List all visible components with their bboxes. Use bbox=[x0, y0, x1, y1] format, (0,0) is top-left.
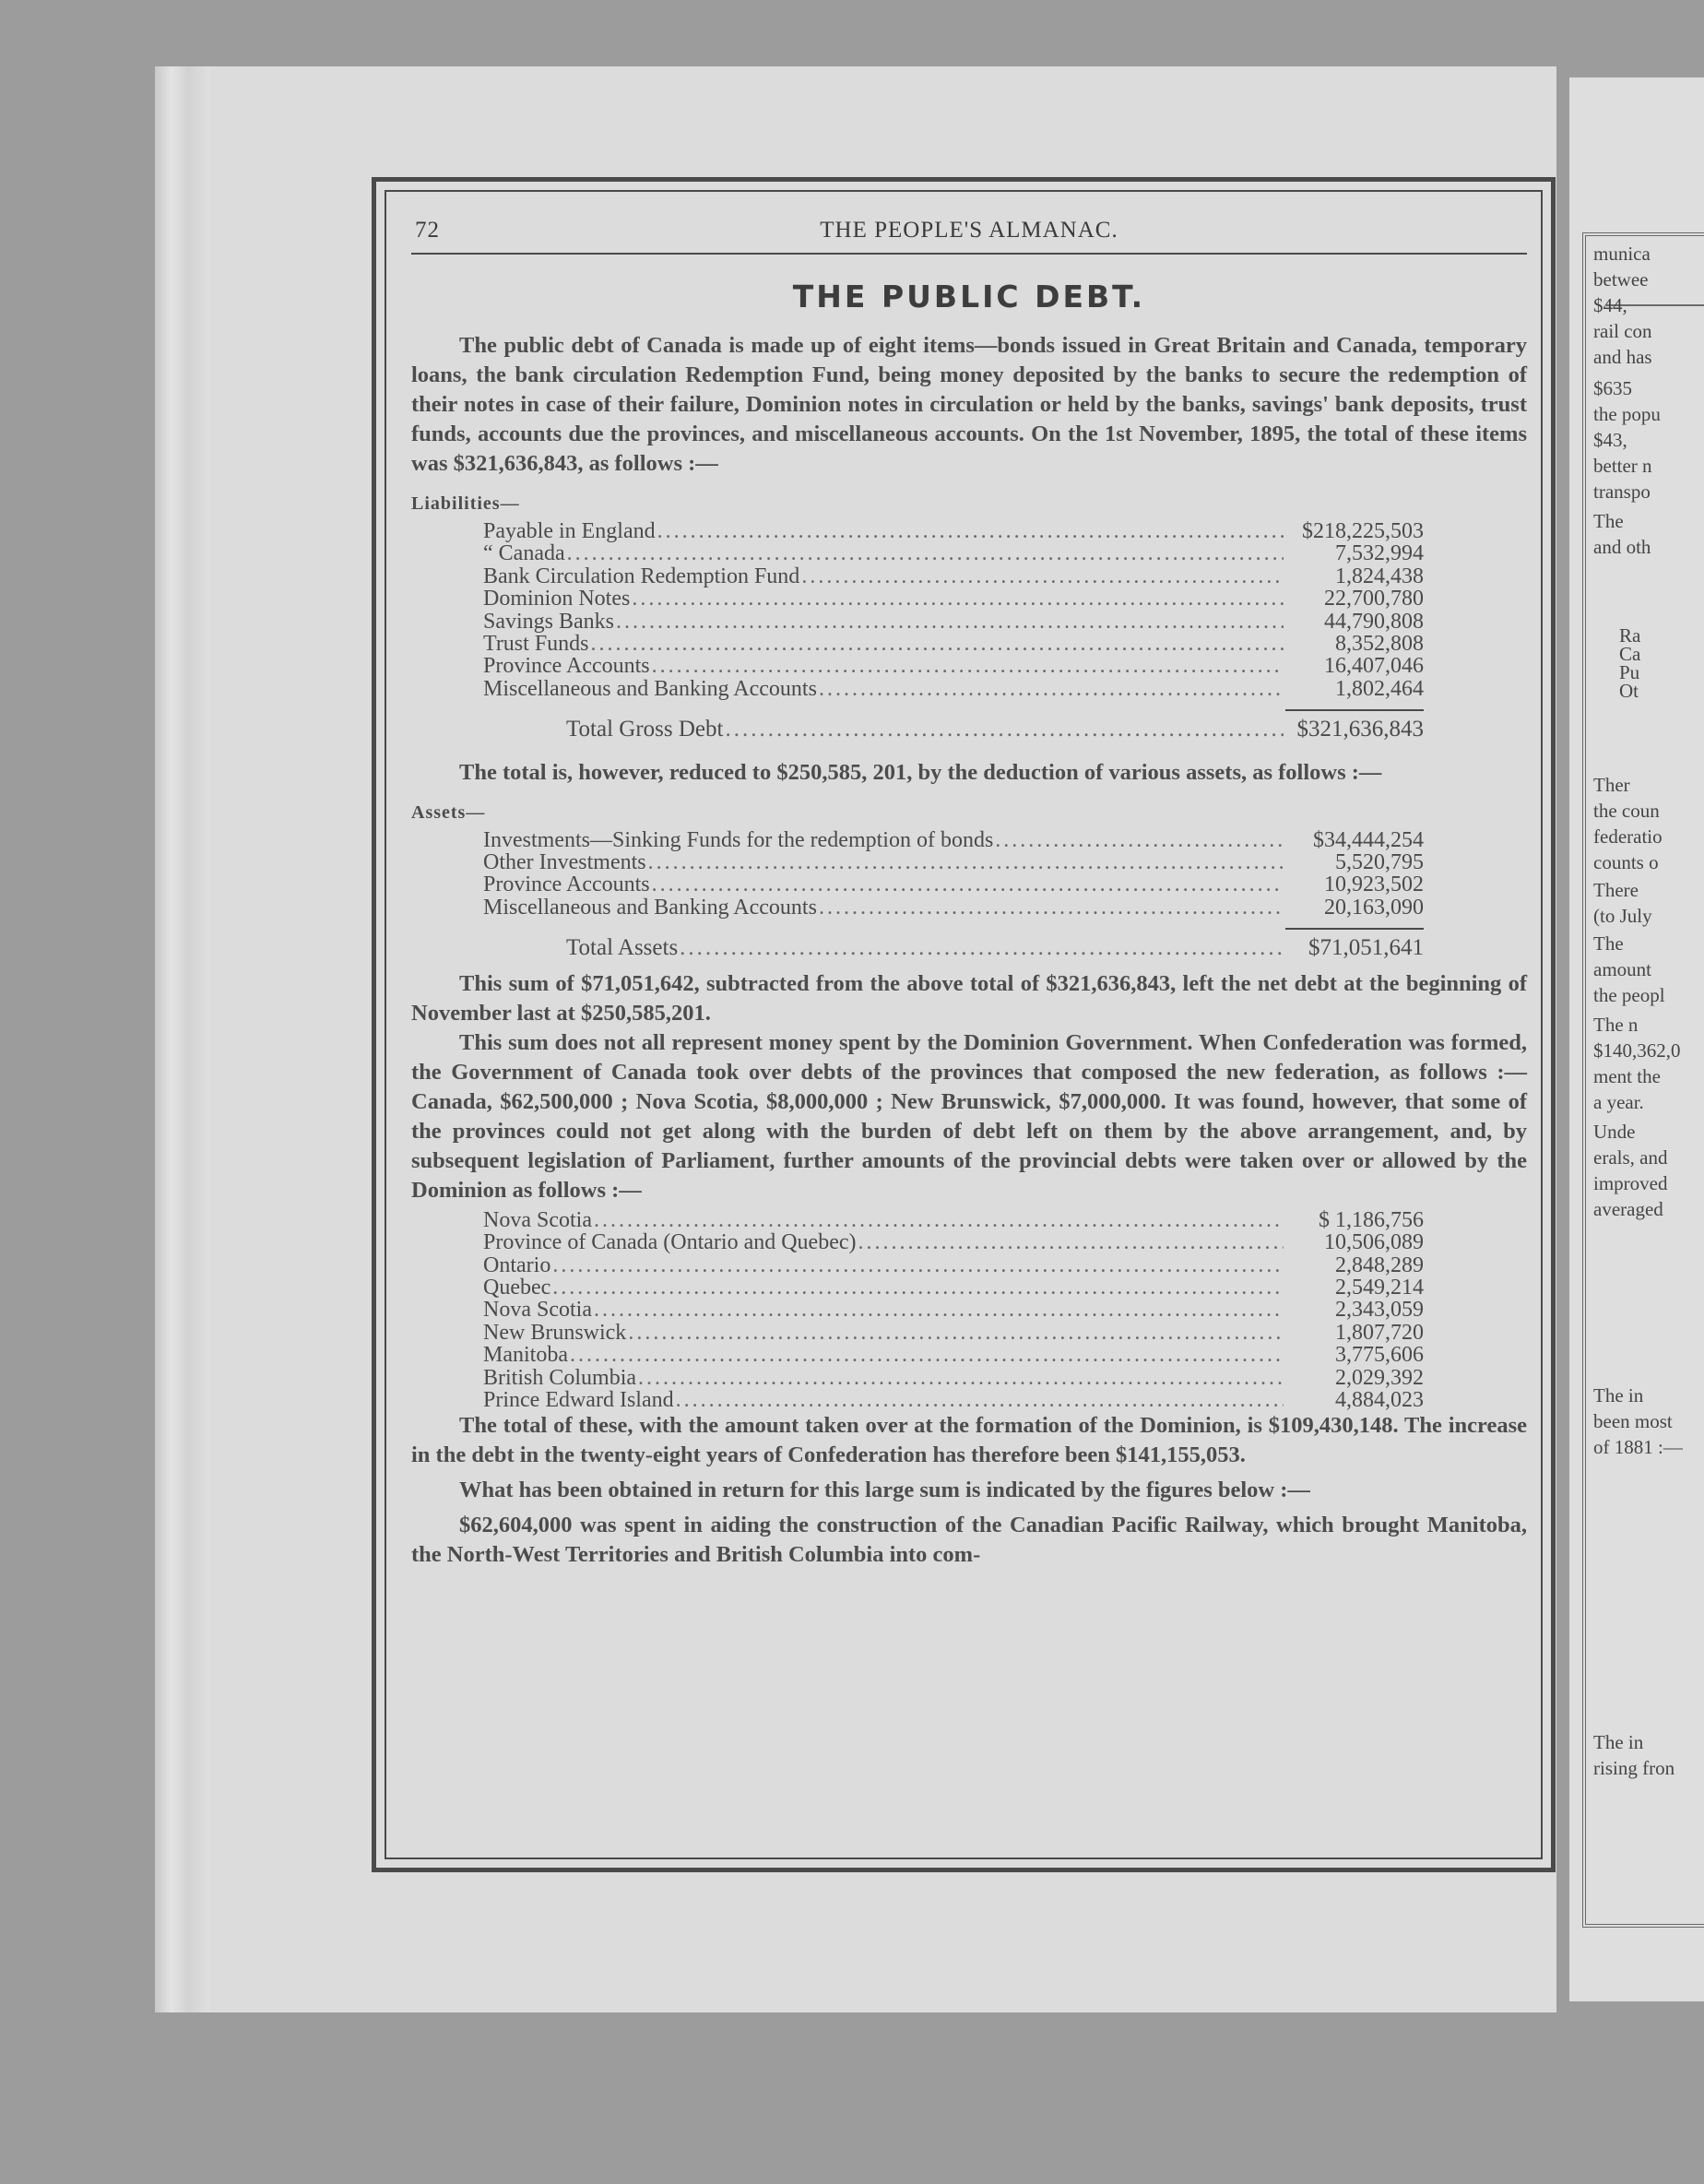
return-paragraph: What has been obtained in return for this large sum is indicated by the figures below :— bbox=[459, 1478, 1310, 1503]
dot-leader bbox=[616, 611, 1284, 633]
dot-leader bbox=[648, 851, 1284, 873]
adjacent-page-line: The bbox=[1593, 510, 1624, 532]
entry-label: Manitoba bbox=[483, 1343, 568, 1368]
province-debt-row bbox=[483, 1344, 1424, 1366]
dot-leader bbox=[570, 1344, 1284, 1366]
adjacent-page-line: $635 bbox=[1593, 377, 1632, 399]
dot-leader bbox=[652, 655, 1284, 677]
page-binding bbox=[155, 66, 210, 2012]
dot-leader bbox=[591, 633, 1284, 655]
adjacent-page-line: $43, bbox=[1593, 429, 1627, 451]
adjacent-page-line: rail con bbox=[1593, 320, 1652, 342]
dot-leader bbox=[995, 829, 1284, 851]
liability-row bbox=[483, 678, 1424, 700]
dot-leader bbox=[858, 1231, 1284, 1253]
liabilities-heading: Liabilities— bbox=[411, 493, 520, 514]
adjacent-page-line: The bbox=[1593, 932, 1624, 955]
assets-sum-rule bbox=[1285, 928, 1424, 930]
liability-row bbox=[483, 611, 1424, 633]
adjacent-page-line: $44, bbox=[1593, 294, 1627, 316]
entry-label: Dominion Notes bbox=[483, 587, 631, 611]
adjacent-page-line: Ra bbox=[1619, 624, 1641, 647]
adjacent-page-line: federatio bbox=[1593, 825, 1663, 848]
adjacent-page-line: Ca bbox=[1619, 643, 1641, 665]
page-number: 72 bbox=[415, 218, 440, 243]
assets-list bbox=[411, 829, 1527, 920]
adjacent-page-line: erals, and bbox=[1593, 1146, 1668, 1169]
entry-label: Payable in England bbox=[483, 519, 656, 543]
entry-label: Nova Scotia bbox=[483, 1298, 592, 1323]
province-debt-row bbox=[483, 1367, 1424, 1389]
entry-amount: 2,848,289 bbox=[1335, 1252, 1424, 1277]
entry-label: Trust Funds bbox=[483, 632, 589, 657]
entry-amount: $34,444,254 bbox=[1313, 827, 1424, 852]
adjacent-page bbox=[1569, 77, 1704, 2001]
entry-label: Savings Banks bbox=[483, 609, 615, 634]
liabilities-total-row bbox=[483, 718, 1424, 741]
entry-amount: 22,700,780 bbox=[1324, 587, 1424, 611]
adjacent-page-line: improved bbox=[1593, 1172, 1668, 1194]
adjacent-page-line: munica bbox=[1593, 243, 1651, 265]
entry-amount: 10,506,089 bbox=[1324, 1230, 1424, 1255]
entry-label: Miscellaneous and Banking Accounts bbox=[483, 676, 817, 701]
entry-label: Other Investments bbox=[483, 850, 646, 875]
asset-row bbox=[483, 851, 1424, 873]
provincial-debts-list bbox=[411, 1209, 1527, 1412]
page-content bbox=[411, 208, 1527, 1869]
adjacent-page-line: The in bbox=[1593, 1731, 1644, 1753]
liability-row bbox=[483, 655, 1424, 677]
dot-leader bbox=[552, 1276, 1284, 1299]
confederation-paragraph: This sum does not all represent money spent by the Dominion Government. When Confederation was formed, the Government of Canada took over debts of the provinces that composed the new federation, as follows :—Canada, $62,500,000 ; Nova Scotia, $8,000,000 ; New Brunswick, $7,000,000. It was found, however, that some of the provinces could not get along with the burden of debt left on them by the above arrangement, and, by subsequent legislation of Parliament, further amounts of the provincial debts were taken over or allowed by the Dominion as follows :— bbox=[411, 1029, 1527, 1203]
adjacent-page-line: better n bbox=[1593, 455, 1652, 477]
adjacent-page-line: averaged bbox=[1593, 1198, 1663, 1220]
article-title: THE PUBLIC DEBT. bbox=[792, 279, 1146, 315]
entry-amount: 1,802,464 bbox=[1335, 676, 1424, 701]
adjacent-page-line: and oth bbox=[1593, 536, 1651, 558]
adjacent-page-line: Unde bbox=[1593, 1121, 1636, 1143]
entry-label: New Brunswick bbox=[483, 1320, 627, 1345]
entry-amount: 5,520,795 bbox=[1335, 850, 1424, 875]
adjacent-page-line: been most bbox=[1593, 1410, 1673, 1432]
entry-amount: $ 1,186,756 bbox=[1319, 1207, 1424, 1232]
asset-row bbox=[483, 829, 1424, 851]
running-header bbox=[411, 212, 1527, 255]
total-gross-debt-label: Total Gross Debt bbox=[566, 717, 724, 742]
assets-total-row bbox=[483, 937, 1424, 959]
adjacent-page-line: betwee bbox=[1593, 268, 1649, 291]
dot-leader bbox=[657, 520, 1284, 542]
adjacent-page-line: rising fron bbox=[1593, 1757, 1675, 1779]
entry-amount: 7,532,994 bbox=[1335, 541, 1424, 566]
province-debt-row bbox=[483, 1209, 1424, 1231]
adjacent-page-line: The in bbox=[1593, 1384, 1644, 1407]
dot-leader bbox=[632, 588, 1284, 610]
total-assets-label: Total Assets bbox=[566, 935, 679, 961]
adjacent-page-line: ment the bbox=[1593, 1065, 1661, 1087]
dot-leader bbox=[801, 565, 1284, 588]
province-debt-row bbox=[483, 1254, 1424, 1276]
intro-paragraph: The public debt of Canada is made up of eight items—bonds issued in Great Britain and Canada, temporary loans, the bank circulation Redemption Fund, being money deposited by the banks to secure the redemption of their notes in case of their failure, Dominion notes in circulation or held by the banks, savings' bank deposits, trust funds, accounts due the provinces, and miscellaneous accounts. On the 1st November, 1895, the total of these items was $321,636,843, as follows :— bbox=[411, 333, 1527, 476]
entry-label: Nova Scotia bbox=[483, 1207, 592, 1232]
adjacent-page-line: (to July bbox=[1593, 905, 1652, 927]
adjacent-page-line: the coun bbox=[1593, 800, 1660, 822]
dot-leader bbox=[652, 873, 1284, 896]
entry-amount: 10,923,502 bbox=[1324, 872, 1424, 897]
liability-row bbox=[483, 520, 1424, 542]
entry-amount: 2,549,214 bbox=[1335, 1275, 1424, 1300]
adjacent-page-line: a year. bbox=[1593, 1091, 1644, 1113]
province-debt-row bbox=[483, 1276, 1424, 1299]
entry-label: Bank Circulation Redemption Fund bbox=[483, 564, 800, 588]
entry-label: Prince Edward Island bbox=[483, 1387, 674, 1412]
dot-leader bbox=[552, 1254, 1284, 1276]
entry-amount: 44,790,808 bbox=[1324, 609, 1424, 634]
entry-amount: 2,343,059 bbox=[1335, 1298, 1424, 1323]
dot-leader bbox=[638, 1367, 1284, 1389]
dot-leader bbox=[819, 896, 1284, 919]
dot-leader bbox=[819, 678, 1284, 700]
entry-label: Province Accounts bbox=[483, 872, 650, 897]
total-gross-debt-amount: $321,636,843 bbox=[1296, 717, 1424, 742]
liability-row bbox=[483, 633, 1424, 655]
adjacent-page-line: Ot bbox=[1619, 680, 1639, 702]
net-debt-paragraph: This sum of $71,051,642, subtracted from the above total of $321,636,843, left the net debt at the beginning of November last at $250,585,201. bbox=[411, 970, 1527, 1026]
adjacent-page-line: $140,362,0 bbox=[1593, 1039, 1681, 1062]
entry-label: British Columbia bbox=[483, 1365, 637, 1390]
entry-label: Ontario bbox=[483, 1252, 551, 1277]
province-debt-row bbox=[483, 1389, 1424, 1411]
adjacent-page-line: There bbox=[1593, 879, 1639, 901]
province-debt-row bbox=[483, 1299, 1424, 1321]
adjacent-page-line: the popu bbox=[1593, 403, 1661, 425]
entry-amount: 3,775,606 bbox=[1335, 1343, 1424, 1368]
running-title: THE PEOPLE'S ALMANAC. bbox=[820, 218, 1118, 243]
province-debt-row bbox=[483, 1231, 1424, 1253]
adjacent-page-line: counts o bbox=[1593, 851, 1659, 873]
adjacent-page-line: the peopl bbox=[1593, 984, 1665, 1006]
liabilities-sum-rule bbox=[1285, 709, 1424, 711]
adjacent-page-line: The n bbox=[1593, 1014, 1639, 1036]
province-debt-row bbox=[483, 1322, 1424, 1344]
dot-leader bbox=[567, 542, 1284, 564]
adjacent-page-line: transpo bbox=[1593, 481, 1651, 503]
entry-amount: $218,225,503 bbox=[1302, 519, 1424, 543]
entry-label: “ Canada bbox=[483, 541, 565, 566]
reduction-paragraph: The total is, however, reduced to $250,585, 201, by the deduction of various assets, as follows :— bbox=[459, 759, 1382, 785]
dot-leader bbox=[628, 1322, 1284, 1344]
entry-label: Province of Canada (Ontario and Quebec) bbox=[483, 1230, 857, 1255]
entry-amount: 20,163,090 bbox=[1324, 895, 1424, 920]
entry-amount: 1,824,438 bbox=[1335, 564, 1424, 588]
dot-leader bbox=[594, 1209, 1284, 1231]
dot-leader bbox=[594, 1299, 1284, 1321]
adjacent-page-line: Pu bbox=[1619, 661, 1640, 683]
liabilities-list bbox=[411, 520, 1527, 700]
entry-label: Quebec bbox=[483, 1275, 551, 1300]
liability-row bbox=[483, 588, 1424, 610]
adjacent-page-line: amount bbox=[1593, 958, 1651, 980]
adjacent-page-line: and has bbox=[1593, 346, 1652, 368]
adjacent-page-line: Ther bbox=[1593, 774, 1630, 796]
entry-amount: 4,884,023 bbox=[1335, 1387, 1424, 1412]
entry-amount: 16,407,046 bbox=[1324, 654, 1424, 679]
liability-row bbox=[483, 565, 1424, 588]
entry-label: Province Accounts bbox=[483, 654, 650, 679]
cpr-paragraph: $62,604,000 was spent in aiding the construction of the Canadian Pacific Railway, which brought Manitoba, the North-West Territories and British Columbia into com- bbox=[411, 1513, 1527, 1568]
entry-label: Investments—Sinking Funds for the redemption of bonds bbox=[483, 827, 994, 852]
adjacent-page-line: of 1881 :— bbox=[1593, 1436, 1683, 1458]
asset-row bbox=[483, 896, 1424, 919]
assets-heading: Assets— bbox=[411, 801, 486, 823]
entry-amount: 8,352,808 bbox=[1335, 632, 1424, 657]
asset-row bbox=[483, 873, 1424, 896]
liability-row bbox=[483, 542, 1424, 564]
dot-leader bbox=[676, 1389, 1284, 1411]
total-assets-amount: $71,051,641 bbox=[1308, 935, 1424, 961]
entry-amount: 1,807,720 bbox=[1335, 1320, 1424, 1345]
entry-amount: 2,029,392 bbox=[1335, 1365, 1424, 1390]
entry-label: Miscellaneous and Banking Accounts bbox=[483, 895, 817, 920]
increase-paragraph: The total of these, with the amount taken over at the formation of the Dominion, is $109,430,148. The increase in the debt in the twenty-eight years of Confederation has therefore been $141,155,053. bbox=[411, 1413, 1527, 1468]
